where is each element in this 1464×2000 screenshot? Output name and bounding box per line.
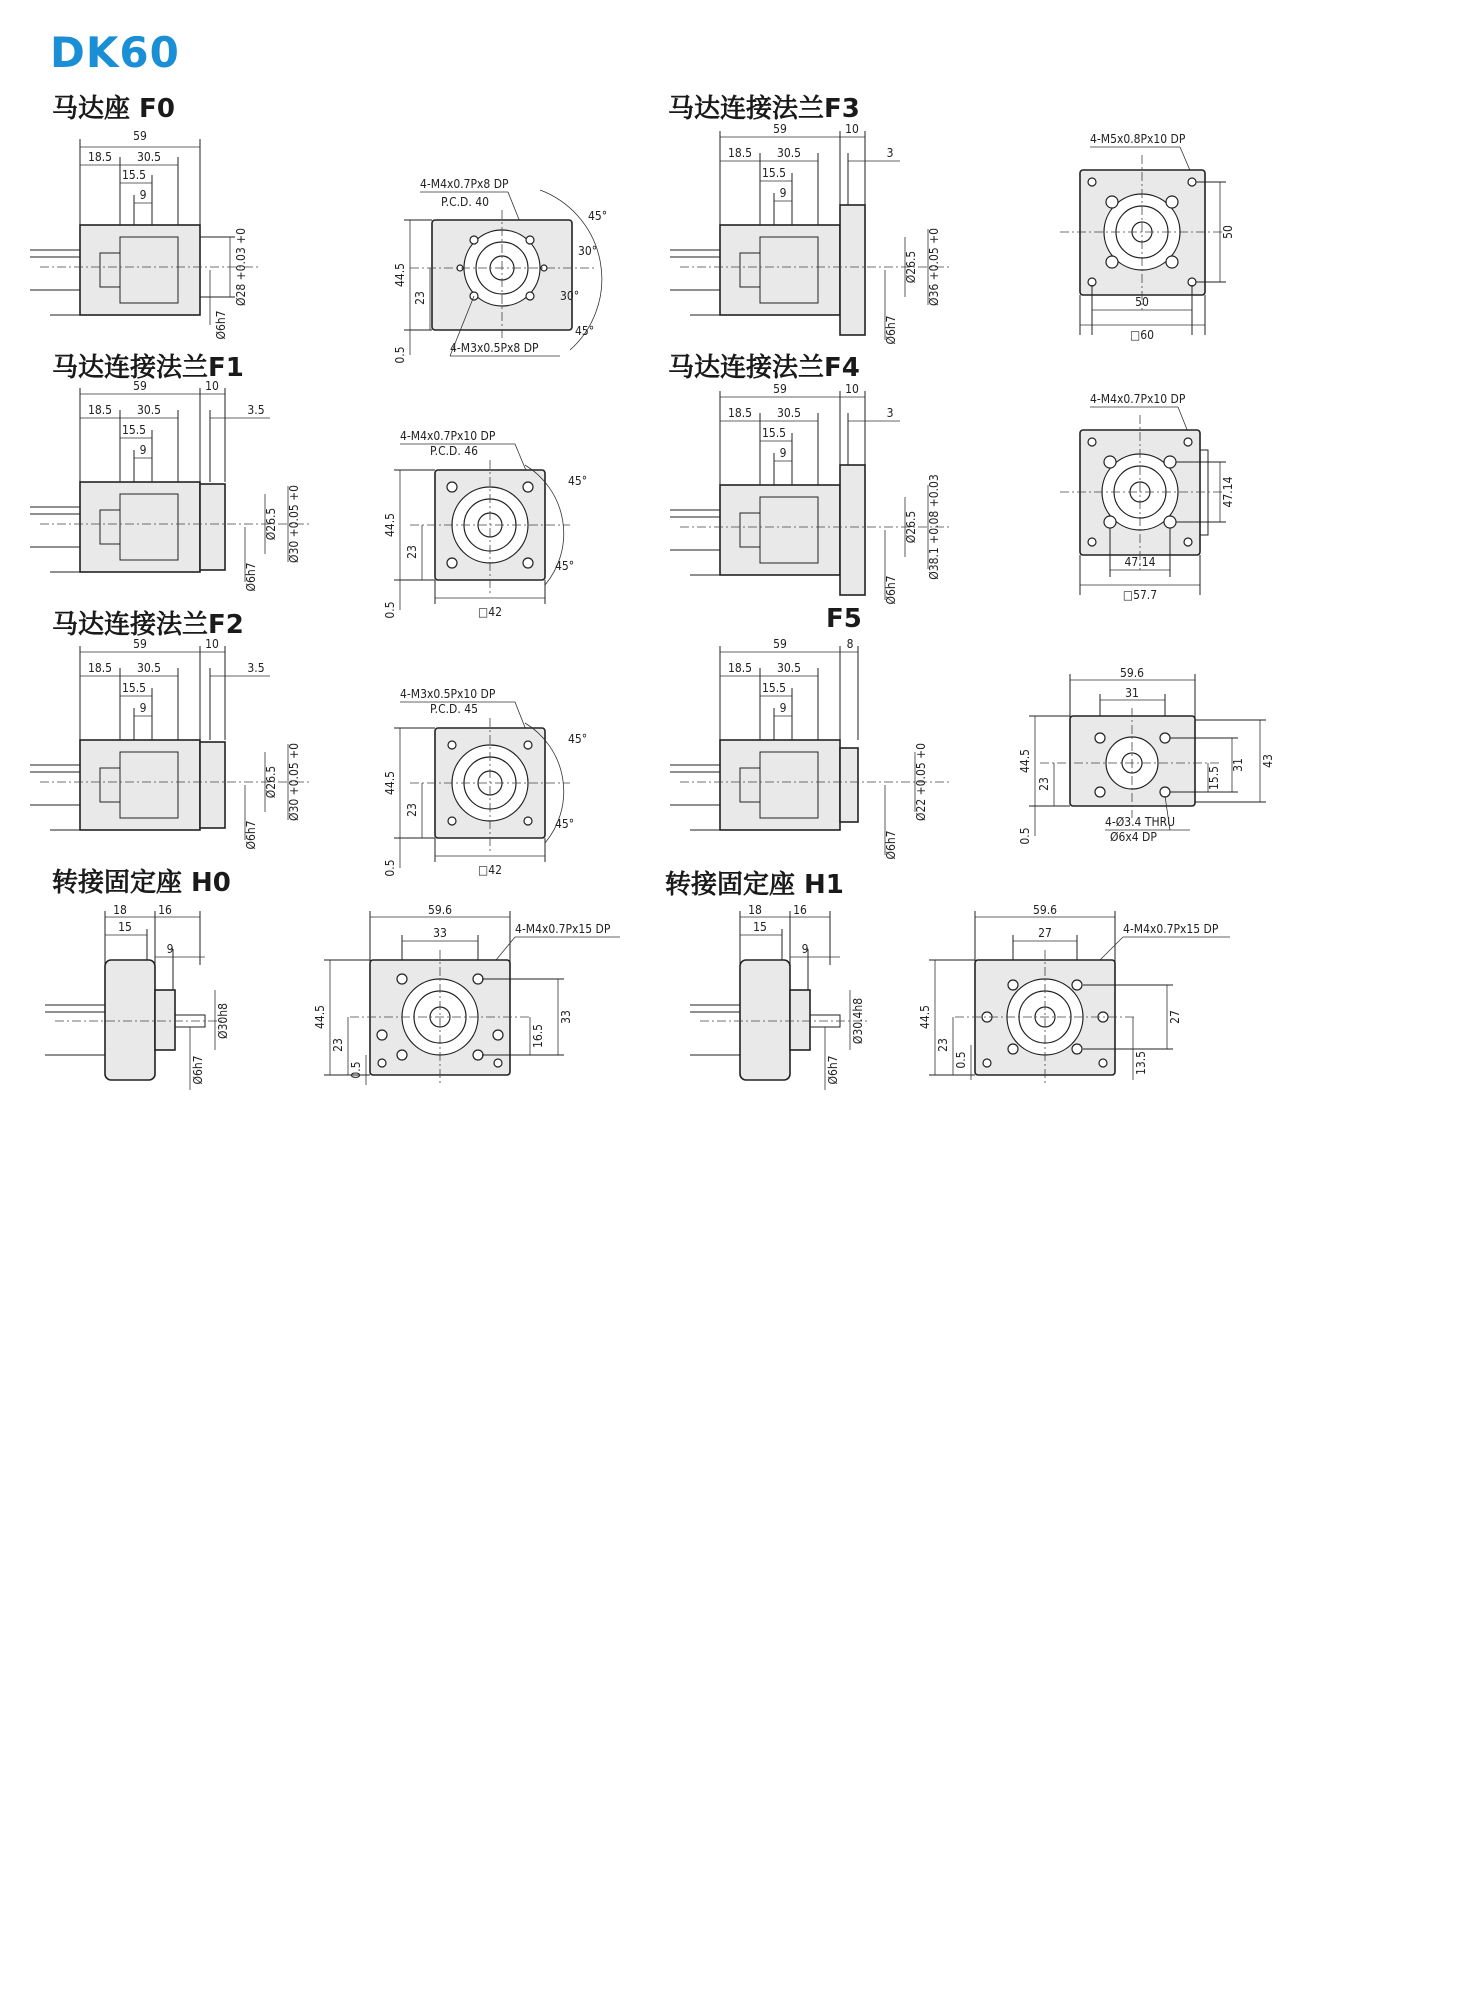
section-title-f2: 马达连接法兰F2 [52, 610, 244, 640]
h1-width-59-6: 59.6 [1032, 903, 1058, 917]
f1-height-0-5: 0.5 [383, 601, 397, 619]
f1-dim-9: 9 [139, 443, 147, 457]
f2-dim-59: 59 [133, 637, 147, 651]
f2-dim-9: 9 [139, 701, 147, 715]
section-title-f3: 马达连接法兰F3 [668, 94, 860, 124]
f2-side-view [30, 637, 330, 864]
h0-dim-9: 9 [166, 942, 174, 956]
f3-dim-30-5: 30.5 [776, 146, 802, 160]
f3-square-60: □60 [1130, 328, 1154, 342]
f2-dim-18-5: 18.5 [87, 661, 113, 675]
f3-dia-36: Ø36 +0.05 +0 [927, 227, 941, 307]
f0-dia-6h7: Ø6h7 [214, 310, 228, 340]
f5-height-23: 23 [1037, 777, 1051, 791]
f3-dia-26-5: Ø26.5 [904, 250, 918, 284]
section-title-f4: 马达连接法兰F4 [668, 353, 860, 383]
h1-width-27: 27 [1038, 926, 1052, 940]
h1-front-view [905, 905, 1245, 1099]
f5-height-43: 43 [1261, 754, 1275, 768]
f3-width-50: 50 [1135, 295, 1149, 309]
h1-dim-16: 16 [793, 903, 807, 917]
f2-callout-m3: 4-M3x0.5Px10 DP [400, 687, 496, 701]
f1-callout-m4: 4-M4x0.7Px10 DP [400, 429, 496, 443]
f2-dia-26-5: Ø26.5 [264, 765, 278, 799]
f0-dia-28: Ø28 +0.03 +0 [234, 227, 248, 307]
f0-side-view [30, 125, 280, 359]
f1-square-42: □42 [478, 605, 502, 619]
f0-dim-30-5: 30.5 [136, 150, 162, 164]
f4-dim-10: 10 [845, 382, 859, 396]
f2-dia-6h7: Ø6h7 [244, 820, 258, 850]
h0-height-0-5: 0.5 [349, 1061, 363, 1079]
f5-dim-8: 8 [846, 637, 854, 651]
section-title-f5: F5 [826, 604, 862, 634]
f4-height-47-14: 47.14 [1221, 476, 1235, 508]
f5-height-0-5: 0.5 [1018, 827, 1032, 845]
f4-side-view [670, 382, 970, 619]
h0-dia-30h8: Ø30h8 [216, 1003, 230, 1039]
section-title-h1: 转接固定座 H1 [665, 870, 844, 900]
f0-dim-15-5: 15.5 [121, 168, 147, 182]
f3-front-view [1060, 125, 1300, 359]
section-title-f0: 马达座 F0 [52, 94, 175, 124]
f3-dim-10: 10 [845, 122, 859, 136]
h0-height-44-5: 44.5 [313, 1004, 327, 1030]
h1-side-view [690, 905, 910, 1099]
f2-square-42: □42 [478, 863, 502, 877]
f1-dim-30-5: 30.5 [136, 403, 162, 417]
f1-dia-26-5: Ø26.5 [264, 507, 278, 541]
f5-dim-18-5: 18.5 [727, 661, 753, 675]
f4-front-view [1060, 385, 1300, 619]
f4-dia-6h7: Ø6h7 [884, 575, 898, 605]
f1-side-view [30, 379, 330, 606]
f1-dim-18-5: 18.5 [87, 403, 113, 417]
f0-height-44-5: 44.5 [393, 262, 407, 288]
h0-height-33: 33 [559, 1010, 573, 1024]
h1-dim-9: 9 [801, 942, 809, 956]
f3-dim-59: 59 [773, 122, 787, 136]
f1-angle-45-top: 45° [568, 474, 588, 488]
f3-side-view [670, 122, 970, 359]
f2-dim-30-5: 30.5 [136, 661, 162, 675]
h1-height-23: 23 [936, 1038, 950, 1052]
f4-dim-9: 9 [779, 446, 787, 460]
f2-height-0-5: 0.5 [383, 859, 397, 877]
f4-dim-3: 3 [886, 406, 894, 420]
h0-callout-m4: 4-M4x0.7Px15 DP [515, 922, 611, 936]
f1-dia-30: Ø30 +0.05 +0 [287, 484, 301, 564]
h1-dim-18: 18 [748, 903, 762, 917]
f4-dia-26-5: Ø26.5 [904, 510, 918, 544]
h0-dim-18: 18 [113, 903, 127, 917]
f2-dim-3-5: 3.5 [247, 661, 265, 675]
f2-height-44-5: 44.5 [383, 770, 397, 796]
f2-angle-45-bot: 45° [555, 817, 575, 831]
f0-height-23: 23 [413, 291, 427, 305]
f4-dim-18-5: 18.5 [727, 406, 753, 420]
f5-height-44-5: 44.5 [1018, 748, 1032, 774]
h0-width-59-6: 59.6 [427, 903, 453, 917]
f5-dim-30-5: 30.5 [776, 661, 802, 675]
f5-callout-thru: 4-Ø3.4 THRU [1105, 815, 1175, 829]
page-title: DK60 [50, 28, 180, 77]
f5-width-59-6: 59.6 [1119, 666, 1145, 680]
f2-angle-45-top: 45° [568, 732, 588, 746]
f2-height-23: 23 [405, 803, 419, 817]
h0-width-33: 33 [433, 926, 447, 940]
h1-height-44-5: 44.5 [918, 1004, 932, 1030]
h0-height-16-5: 16.5 [531, 1023, 545, 1049]
f5-dim-9: 9 [779, 701, 787, 715]
h1-height-27: 27 [1168, 1010, 1182, 1024]
h1-height-0-5: 0.5 [954, 1051, 968, 1069]
f1-pcd: P.C.D. 46 [430, 444, 478, 458]
f0-angle-30-bot: 30° [560, 289, 580, 303]
f4-dim-59: 59 [773, 382, 787, 396]
f2-dim-10: 10 [205, 637, 219, 651]
f0-angle-45-top: 45° [588, 209, 608, 223]
f4-dia-38-1: Ø38.1 +0.08 +0.03 [927, 474, 941, 580]
f5-dia-6h7: Ø6h7 [884, 830, 898, 860]
f2-dim-15-5: 15.5 [121, 681, 147, 695]
f5-callout-dp: Ø6x4 DP [1110, 830, 1157, 844]
f0-callout-m4: 4-M4x0.7Px8 DP [420, 177, 509, 191]
f3-dim-9: 9 [779, 186, 787, 200]
h0-dia-6h7: Ø6h7 [191, 1055, 205, 1085]
f1-dia-6h7: Ø6h7 [244, 562, 258, 592]
f5-height-31: 31 [1231, 758, 1245, 772]
f0-pcd: P.C.D. 40 [441, 195, 489, 209]
f3-callout-m5: 4-M5x0.8Px10 DP [1090, 132, 1186, 146]
f3-dim-3: 3 [886, 146, 894, 160]
h0-front-view [290, 905, 630, 1099]
f1-dim-59: 59 [133, 379, 147, 393]
f2-dia-30: Ø30 +0.05 +0 [287, 742, 301, 822]
f3-dim-18-5: 18.5 [727, 146, 753, 160]
f0-dim-59: 59 [133, 129, 147, 143]
f4-dim-30-5: 30.5 [776, 406, 802, 420]
f4-dim-15-5: 15.5 [761, 426, 787, 440]
f0-angle-45-bot: 45° [575, 324, 595, 338]
f3-height-50: 50 [1221, 225, 1235, 239]
h1-callout-m4: 4-M4x0.7Px15 DP [1123, 922, 1219, 936]
f0-dim-9: 9 [139, 188, 147, 202]
f5-dim-15-5: 15.5 [761, 681, 787, 695]
h1-dim-15: 15 [753, 920, 767, 934]
f4-callout-m4: 4-M4x0.7Px10 DP [1090, 392, 1186, 406]
f2-front-view [370, 678, 600, 892]
f4-square-57-7: □57.7 [1122, 588, 1158, 602]
f5-height-15-5: 15.5 [1207, 765, 1221, 791]
f5-front-view [1010, 668, 1310, 892]
f4-width-47-14: 47.14 [1124, 555, 1156, 569]
f5-side-view [670, 637, 970, 874]
h0-dim-15: 15 [118, 920, 132, 934]
h1-height-13-5: 13.5 [1134, 1050, 1148, 1076]
f0-height-0-5: 0.5 [393, 346, 407, 364]
f0-callout-m3: 4-M3x0.5Px8 DP [450, 341, 539, 355]
section-title-h0: 转接固定座 H0 [52, 868, 231, 898]
h1-dia-30-4h8: Ø30.4h8 [851, 997, 865, 1045]
f1-front-view [370, 420, 600, 634]
f1-dim-15-5: 15.5 [121, 423, 147, 437]
f5-dia-22: Ø22 +0.05 +0 [914, 742, 928, 822]
f0-front-view [370, 150, 630, 384]
f3-dim-15-5: 15.5 [761, 166, 787, 180]
h0-dim-16: 16 [158, 903, 172, 917]
h0-side-view [45, 905, 265, 1099]
f1-dim-10: 10 [205, 379, 219, 393]
h1-dia-6h7: Ø6h7 [826, 1055, 840, 1085]
f0-angle-30-top: 30° [578, 244, 598, 258]
f3-dia-6h7: Ø6h7 [884, 315, 898, 345]
f1-height-23: 23 [405, 545, 419, 559]
f1-dim-3-5: 3.5 [247, 403, 265, 417]
f0-dim-18-5: 18.5 [87, 150, 113, 164]
f1-height-44-5: 44.5 [383, 512, 397, 538]
section-title-f1: 马达连接法兰F1 [52, 353, 244, 383]
f2-pcd: P.C.D. 45 [430, 702, 478, 716]
f5-width-31: 31 [1125, 686, 1139, 700]
f1-angle-45-bot: 45° [555, 559, 575, 573]
h0-height-23: 23 [331, 1038, 345, 1052]
f5-dim-59: 59 [773, 637, 787, 651]
